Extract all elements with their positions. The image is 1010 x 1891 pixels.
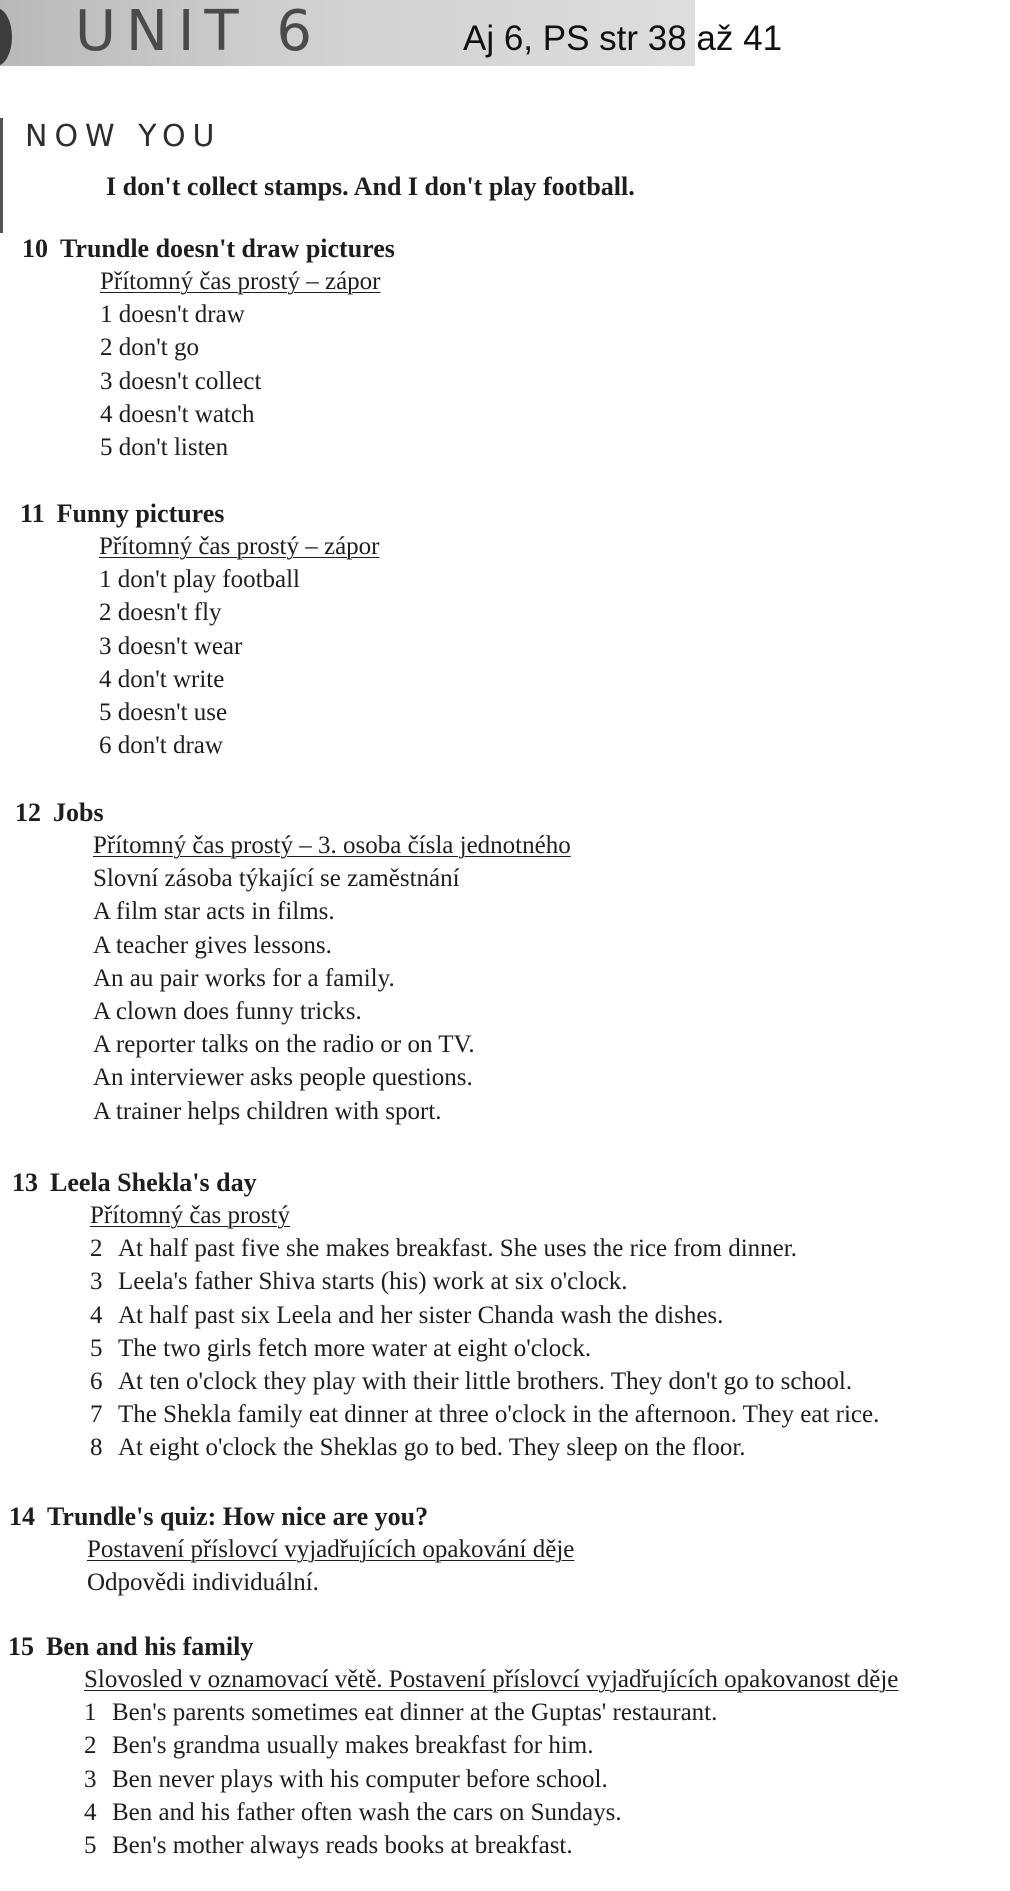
answer-item xyxy=(100,365,395,398)
now-you-heading: NOW YOU xyxy=(25,119,222,154)
answer-item xyxy=(100,431,395,464)
answer-sentence: A teacher gives lessons. xyxy=(93,931,332,959)
answer-item xyxy=(84,1829,898,1862)
answer-text: At half past six Leela and her sister Chanda wash the dishes. xyxy=(118,1301,724,1329)
answer-text: Ben's parents sometimes eat dinner at the Guptas' restaurant. xyxy=(112,1699,718,1727)
answer-number: 6 xyxy=(90,1368,103,1396)
exercise-title xyxy=(15,796,571,829)
answer-item xyxy=(90,1398,879,1431)
answer-number: 2 xyxy=(100,334,113,362)
answer-number: 5 xyxy=(99,699,112,727)
answer-item xyxy=(90,1232,879,1265)
answer-number: 1 xyxy=(84,1699,97,1727)
answer-number: 5 xyxy=(84,1832,97,1860)
answer-sentence: An au pair works for a family. xyxy=(93,964,395,992)
vocabulary-topic: Slovní zásoba týkající se zaměstnání xyxy=(93,865,460,893)
exercise-title-text: Jobs xyxy=(53,798,104,827)
answer-item xyxy=(84,1696,898,1729)
exercise-title xyxy=(20,497,380,530)
answer-text: At eight o'clock the Sheklas go to bed. They sleep on the floor. xyxy=(118,1434,746,1462)
answer-number: 4 xyxy=(84,1798,97,1826)
answer-item xyxy=(100,331,395,364)
answer-text: Ben's grandma usually makes breakfast for him. xyxy=(112,1732,594,1760)
answer-item xyxy=(100,398,395,431)
exercise-title-text: Leela Shekla's day xyxy=(50,1168,257,1197)
answer-number: 2 xyxy=(99,599,112,627)
answer-item xyxy=(90,1365,879,1398)
answer-sentence: An interviewer asks people questions. xyxy=(93,1064,473,1092)
answer-text: Ben never plays with his computer before school. xyxy=(112,1765,608,1793)
answer-text: doesn't fly xyxy=(117,599,222,627)
answer-text: doesn't wear xyxy=(117,632,243,660)
answer-number: 5 xyxy=(100,434,113,462)
answer-text: don't listen xyxy=(118,434,229,462)
answer-item xyxy=(90,1265,879,1298)
answer-number: 4 xyxy=(100,400,113,428)
answer-number: 3 xyxy=(90,1268,103,1296)
answer-item xyxy=(90,1332,879,1365)
answer-item xyxy=(99,596,380,629)
answer-text: Leela's father Shiva starts (his) work at six o'clock. xyxy=(118,1268,628,1296)
exercise-title-text: Ben and his family xyxy=(46,1632,254,1661)
answer-sentence: Odpovědi individuální. xyxy=(87,1569,319,1597)
answer-item xyxy=(84,1796,898,1829)
exercise-body xyxy=(100,265,395,464)
answer-text: don't write xyxy=(117,665,225,693)
unit-title: UNIT 6 xyxy=(75,0,323,64)
answer-text: The two girls fetch more water at eight o'clock. xyxy=(118,1334,592,1362)
answer-text: don't go xyxy=(118,334,199,362)
margin-rule xyxy=(0,118,3,233)
grammar-topic: Postavení příslovcí vyjadřujících opakování děje xyxy=(87,1536,575,1563)
exercise-body xyxy=(87,1533,574,1599)
answer-item xyxy=(90,1299,879,1332)
answer-text: At ten o'clock they play with their little brothers. They don't go to school. xyxy=(118,1368,853,1396)
grammar-topic: Přítomný čas prostý – 3. osoba čísla jednotného xyxy=(93,832,571,859)
grammar-topic: Přítomný čas prostý – zápor xyxy=(100,268,381,295)
answer-number: 2 xyxy=(90,1235,103,1263)
answer-text: doesn't use xyxy=(117,699,228,727)
answer-text: The Shekla family eat dinner at three o'clock in the afternoon. They eat rice. xyxy=(118,1401,880,1429)
exercise-number: 15 xyxy=(8,1632,34,1661)
exercise-title-text: Trundle doesn't draw pictures xyxy=(60,234,395,263)
answer-text: Ben's mother always reads books at breakfast. xyxy=(112,1832,573,1860)
page-reference: Aj 6, PS str 38 až 41 xyxy=(463,19,783,58)
exercise-body xyxy=(90,1199,879,1465)
answer-number: 3 xyxy=(99,632,112,660)
answer-number: 7 xyxy=(90,1401,103,1429)
grammar-topic: Přítomný čas prostý xyxy=(90,1202,290,1229)
exercise-15 xyxy=(8,1630,898,1862)
grammar-topic: Slovosled v oznamovací větě. Postavení příslovcí vyjadřujících opakovanost děje xyxy=(84,1666,899,1693)
answer-number: 1 xyxy=(99,566,112,594)
answer-number: 6 xyxy=(99,732,112,760)
exercise-14 xyxy=(9,1500,574,1599)
now-you-intro: I don't collect stamps. And I don't play football. xyxy=(106,172,635,201)
answer-text: Ben and his father often wash the cars on Sundays. xyxy=(112,1798,622,1826)
exercise-number: 11 xyxy=(20,499,45,528)
answer-item xyxy=(100,298,395,331)
exercise-title xyxy=(12,1166,879,1199)
answer-sentence: A clown does funny tricks. xyxy=(93,998,362,1026)
exercise-title-text: Trundle's quiz: How nice are you? xyxy=(47,1502,429,1531)
answer-sentence: A reporter talks on the radio or on TV. xyxy=(93,1031,475,1059)
answer-item xyxy=(99,696,380,729)
exercise-title xyxy=(8,1630,898,1663)
exercise-10 xyxy=(22,232,395,464)
answer-text: don't play football xyxy=(117,566,301,594)
exercise-11 xyxy=(20,497,380,762)
answer-item xyxy=(84,1729,898,1762)
answer-number: 5 xyxy=(90,1334,103,1362)
answer-item xyxy=(99,729,380,762)
answer-text: don't draw xyxy=(117,732,223,760)
answer-number: 8 xyxy=(90,1434,103,1462)
exercise-number: 13 xyxy=(12,1168,38,1197)
answer-item xyxy=(99,663,380,696)
answer-item xyxy=(90,1431,879,1464)
answer-number: 3 xyxy=(100,367,113,395)
answer-item xyxy=(84,1763,898,1796)
answer-item xyxy=(99,630,380,663)
answer-number: 1 xyxy=(100,301,113,329)
grammar-topic: Přítomný čas prostý – zápor xyxy=(99,533,380,560)
answer-text: At half past five she makes breakfast. She uses the rice from dinner. xyxy=(118,1235,797,1263)
answer-item xyxy=(99,563,380,596)
exercise-number: 12 xyxy=(15,798,41,827)
answer-text: doesn't draw xyxy=(118,301,245,329)
exercise-number: 10 xyxy=(22,234,48,263)
answer-text: doesn't watch xyxy=(118,400,255,428)
exercise-body xyxy=(99,530,380,762)
exercise-12 xyxy=(15,796,571,1128)
exercise-13 xyxy=(12,1166,879,1465)
answer-number: 3 xyxy=(84,1765,97,1793)
exercise-title xyxy=(9,1500,574,1533)
exercise-body xyxy=(84,1663,898,1862)
exercise-body xyxy=(93,829,571,1128)
answer-number: 4 xyxy=(90,1301,103,1329)
answer-sentence: A trainer helps children with sport. xyxy=(93,1097,442,1125)
answer-text: doesn't collect xyxy=(118,367,262,395)
answer-number: 2 xyxy=(84,1732,97,1760)
answer-number: 4 xyxy=(99,665,112,693)
exercise-title xyxy=(22,232,395,265)
exercise-number: 14 xyxy=(9,1502,35,1531)
exercise-title-text: Funny pictures xyxy=(56,499,225,528)
answer-sentence: A film star acts in films. xyxy=(93,898,335,926)
